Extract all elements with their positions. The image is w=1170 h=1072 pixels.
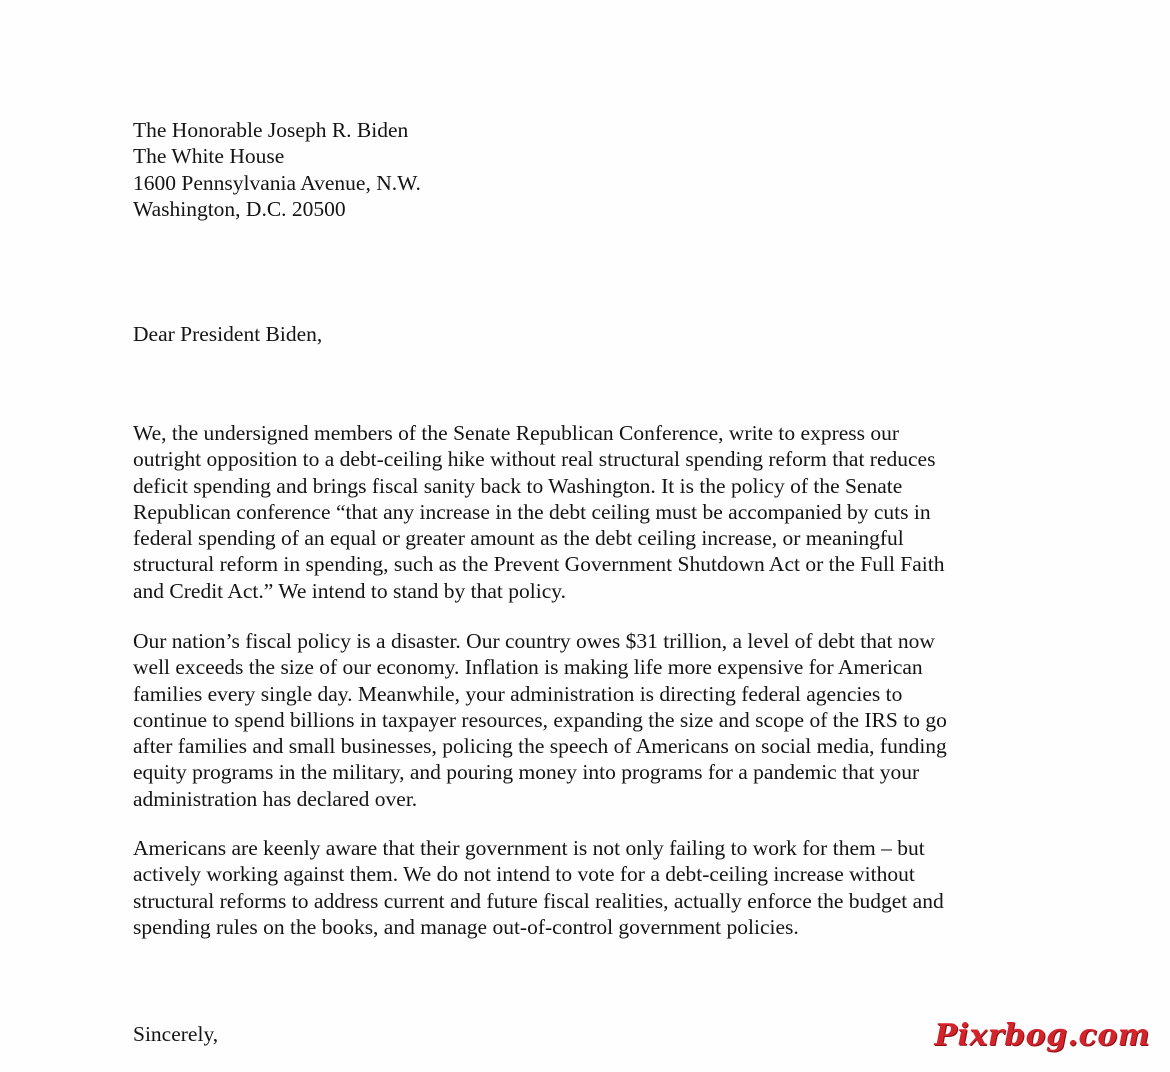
paragraph-line: spending rules on the books, and manage out-of-control government policies. — [133, 914, 799, 939]
paragraph-line: families every single day. Meanwhile, your administration is directing federal agencies to — [133, 681, 903, 706]
body-paragraph-3 — [133, 835, 944, 940]
paragraph-line: continue to spend billions in taxpayer resources, expanding the size and scope of the IRS to go — [133, 707, 947, 732]
salutation: Dear President Biden, — [133, 322, 323, 346]
paragraph-line: actively working against them. We do not intend to vote for a debt-ceiling increase without — [133, 862, 915, 887]
paragraph-line: and Credit Act.” We intend to stand by that policy. — [133, 578, 566, 603]
paragraph-line: Our nation’s fiscal policy is a disaster. Our country owes $31 trillion, a level of debt that now — [133, 629, 935, 653]
paragraph-line: outright opposition to a debt-ceiling hike without real structural spending reform that reduces — [133, 447, 936, 472]
paragraph-line: Americans are keenly aware that their government is not only failing to work for them – but — [133, 836, 925, 860]
paragraph-line: equity programs in the military, and pouring money into programs for a pandemic that your — [133, 760, 920, 785]
address-line: 1600 Pennsylvania Avenue, N.W. — [133, 170, 421, 195]
paragraph-line: federal spending of an equal or greater amount as the debt ceiling increase, or meaningful — [133, 526, 904, 551]
address-line: The Honorable Joseph R. Biden — [133, 118, 409, 142]
paragraph-line: well exceeds the size of our economy. Inflation is making life more expensive for American — [133, 655, 923, 680]
closing: Sincerely, — [133, 1022, 219, 1046]
paragraph-line: Republican conference “that any increase in the debt ceiling must be accompanied by cuts in — [133, 499, 931, 524]
paragraph-line: after families and small businesses, policing the speech of Americans on social media, funding — [133, 734, 947, 759]
paragraph-line: We, the undersigned members of the Senate Republican Conference, write to express our — [133, 421, 900, 445]
paragraph-line: structural reform in spending, such as the Prevent Government Shutdown Act or the Full Faith — [133, 552, 945, 577]
address-line: Washington, D.C. 20500 — [133, 196, 346, 221]
paragraph-line: deficit spending and brings fiscal sanity back to Washington. It is the policy of the Senate — [133, 473, 903, 498]
paragraph-line: administration has declared over. — [133, 786, 418, 811]
body-paragraph-1 — [133, 420, 945, 604]
recipient-address — [133, 117, 421, 222]
watermark: Pixrbog.com — [934, 1018, 1150, 1053]
address-line: The White House — [133, 144, 285, 169]
paragraph-line: structural reforms to address current and future fiscal realities, actually enforce the budget and — [133, 888, 944, 913]
body-paragraph-2 — [133, 628, 947, 812]
